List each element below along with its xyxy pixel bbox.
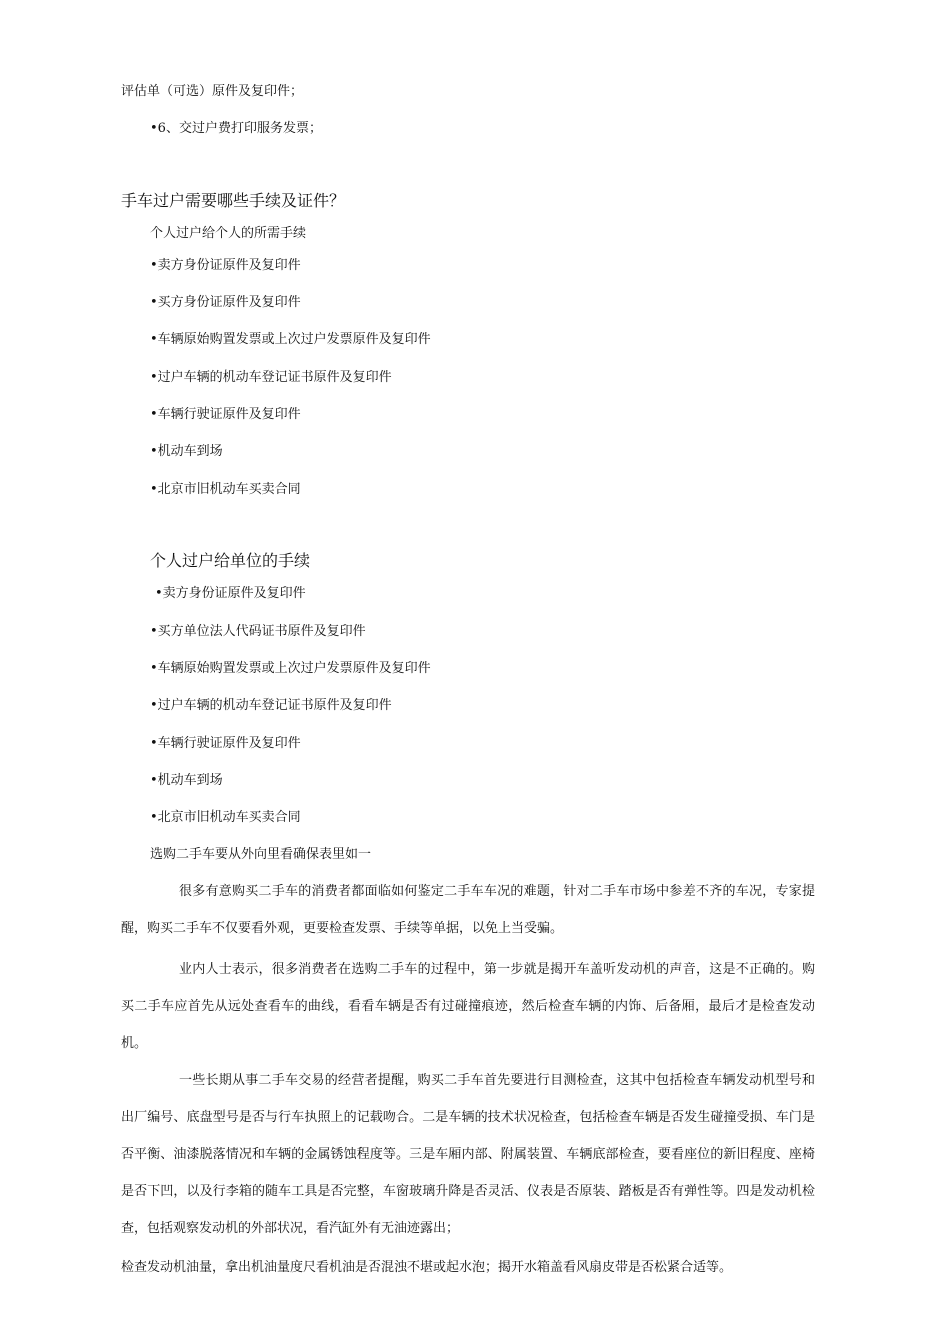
- section2-item: •北京市旧机动车买卖合同: [150, 810, 301, 825]
- section1-item: •买方身份证原件及复印件: [150, 295, 301, 310]
- section2-title: 个人过户给单位的手续: [150, 551, 311, 570]
- section1-item: •车辆行驶证原件及复印件: [150, 407, 301, 422]
- top-line-1: 评估单（可选）原件及复印件；: [121, 84, 304, 99]
- article-heading: 选购二手车要从外向里看确保表里如一: [150, 847, 372, 862]
- section2-item: •买方单位法人代码证书原件及复印件: [150, 624, 366, 639]
- section1-subtitle: 个人过户给个人的所需手续: [150, 226, 307, 241]
- section1-item: •机动车到场: [150, 444, 223, 459]
- section1-item: •车辆原始购置发票或上次过户发票原件及复印件: [150, 332, 431, 347]
- section2-item: •过户车辆的机动车登记证书原件及复印件: [150, 698, 392, 713]
- article-paragraph-4: 检查发动机油量，拿出机油量度尺看机油是否混浊不堪或起水泡；揭开水箱盖看风扇皮带是否松紧合适等。: [121, 1260, 733, 1275]
- section1-item: •北京市旧机动车买卖合同: [150, 482, 301, 497]
- article-paragraph-3: 一些长期从事二手车交易的经营者提醒，购买二手车首先要进行目测检查，这其中包括检查车辆发动机型号和出厂编号、底盘型号是否与行车执照上的记载吻合。二是车辆的技术状况检查，包括检查车辆是否发生碰撞受损、车门是否平衡、油漆脱落情况和车辆的金属锈蚀程度等。三是车厢内部、附属装置、车辆底部检查，要看座位的新旧程度、座椅是否下凹，以及行李箱的随车工具是否完整，车窗玻璃升降是否灵活、仪表是否原装、踏板是否有弹性等。四是发动机检查，包括观察发动机的外部状况，看汽缸外有无油迹露出；: [121, 1073, 815, 1236]
- section1-title: 手车过户需要哪些手续及证件？: [121, 191, 346, 210]
- section1-item: •卖方身份证原件及复印件: [150, 258, 301, 273]
- article-paragraph-2: 业内人士表示，很多消费者在选购二手车的过程中，第一步就是揭开车盖听发动机的声音，这是不正确的。购买二手车应首先从远处查看车的曲线，看看车辆是否有过碰撞痕迹，然后检查车辆的内饰、后备厢，最后才是检查发动机。: [121, 962, 815, 1051]
- section2-item: •机动车到场: [150, 773, 223, 788]
- section2-item: •卖方身份证原件及复印件: [155, 586, 306, 601]
- section2-item: •车辆行驶证原件及复印件: [150, 736, 301, 751]
- top-line-2: •6、交过户费打印服务发票；: [150, 121, 322, 136]
- article-paragraph-1: 很多有意购买二手车的消费者都面临如何鉴定二手车车况的难题，针对二手车市场中参差不齐的车况，专家提醒，购买二手车不仅要看外观，更要检查发票、手续等单据，以免上当受骗。: [121, 884, 815, 936]
- section1-item: •过户车辆的机动车登记证书原件及复印件: [150, 370, 392, 385]
- section2-item: •车辆原始购置发票或上次过户发票原件及复印件: [150, 661, 431, 676]
